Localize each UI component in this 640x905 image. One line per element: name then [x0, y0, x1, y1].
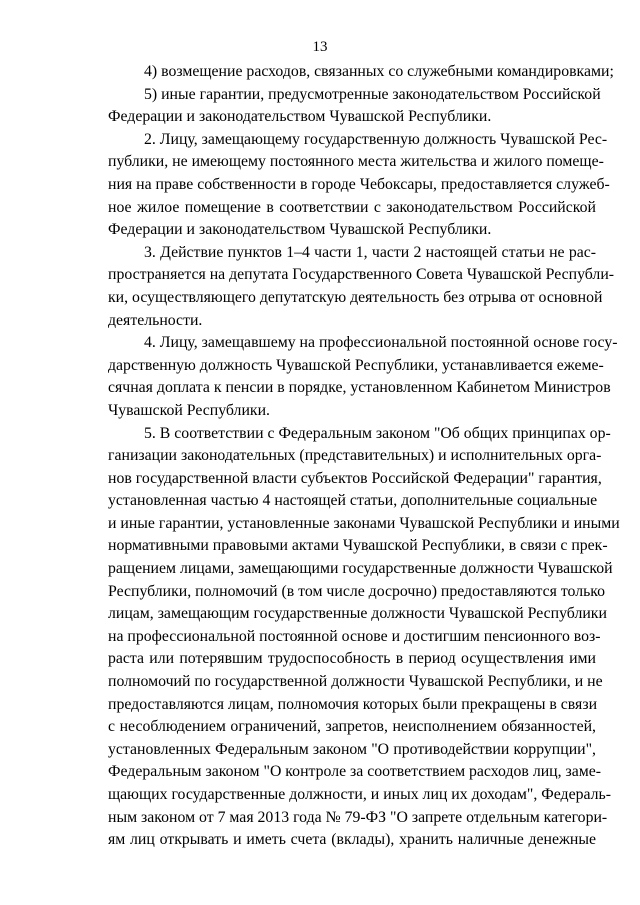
text-line: Федеральным законом "О контроле за соответствием расходов лиц, заме- — [108, 763, 602, 781]
text-line: дарственную должность Чувашской Республики, устанавливается ежеме- — [108, 356, 604, 374]
text-line: 5) иные гарантии, предусмотренные законодательством Российской — [144, 85, 601, 103]
text-line: деятельности. — [108, 311, 203, 329]
text-line: Чувашской Республики. — [108, 401, 270, 419]
text-line: ния на праве собственности в городе Чебоксары, предоставляется служеб- — [108, 175, 610, 193]
text-line: пространяется на депутата Государственного Совета Чувашской Республи- — [108, 266, 615, 284]
text-line: ки, осуществляющего депутатскую деятельность без отрыва от основной — [108, 288, 603, 306]
text-line: нормативными правовыми актами Чувашской Республики, в связи с прек- — [108, 537, 608, 555]
text-line: ным законом от 7 мая 2013 года № 79-ФЗ "О запрете отдельным категори- — [108, 808, 608, 826]
text-line: щающих государственные должности, и иных лиц их доходам", Федераль- — [108, 786, 612, 803]
text-line: ращением лицами, замещающими государственные должности Чувашской — [108, 560, 613, 578]
text-line: и иные гарантии, установленные законами Чувашской Республики и иными — [108, 514, 620, 532]
text-line: публики, не имеющему постоянного места жительства и жилого помеще- — [108, 153, 604, 171]
text-line: 3. Действие пунктов 1–4 части 1, части 2 настоящей статьи не рас- — [144, 243, 596, 261]
text-line: 4. Лицу, замещавшему на профессиональной постоянной основе госу- — [144, 334, 618, 352]
text-line: ганизации законодательных (представительных) и исполнительных орга- — [108, 447, 602, 465]
text-line: Республики, полномочий (в том числе досрочно) предоставляются только — [108, 582, 606, 600]
text-line: установленная частью 4 настоящей статьи, дополнительные социальные — [108, 492, 598, 510]
text-line: Федерации и законодательством Чувашской Республики. — [108, 221, 492, 239]
text-line: 2. Лицу, замещающему государственную должность Чувашской Рес- — [144, 130, 608, 148]
text-line: на профессиональной постоянной основе и достигшим пенсионного воз- — [108, 627, 601, 645]
text-line: установленных Федеральным законом "О противодействии коррупции", — [108, 740, 596, 758]
text-line: Федерации и законодательством Чувашской Республики. — [108, 108, 492, 126]
text-line: лицам, замещающим государственные должности Чувашской Республики — [108, 605, 607, 623]
text-line: нов государственной власти субъектов Российской Федерации" гарантия, — [108, 469, 602, 487]
text-line: ям лиц открывать и иметь счета (вклады), хранить наличные денежные — [108, 831, 596, 849]
text-line: сячная доплата к пенсии в порядке, установленном Кабинетом Министров — [108, 379, 611, 397]
text-line: предоставляются лицам, полномочия которых были прекращены в связи — [108, 695, 598, 713]
text-line: 5. В соответствии с Федеральным законом "Об общих принципах ор- — [144, 424, 611, 442]
document-body — [108, 61, 620, 852]
page-number: 13 — [312, 39, 328, 55]
text-line: полномочий по государственной должности Чувашской Республики, и не — [108, 673, 603, 691]
text-line: 4) возмещение расходов, связанных со служебными командировками; — [144, 63, 614, 80]
text-line: ное жилое помещение в соответствии с законодательством Российской — [108, 198, 596, 216]
text-line: с несоблюдением ограничений, запретов, неисполнением обязанностей, — [108, 718, 596, 736]
text-line: раста или потерявшим трудоспособность в период осуществления ими — [108, 650, 596, 668]
